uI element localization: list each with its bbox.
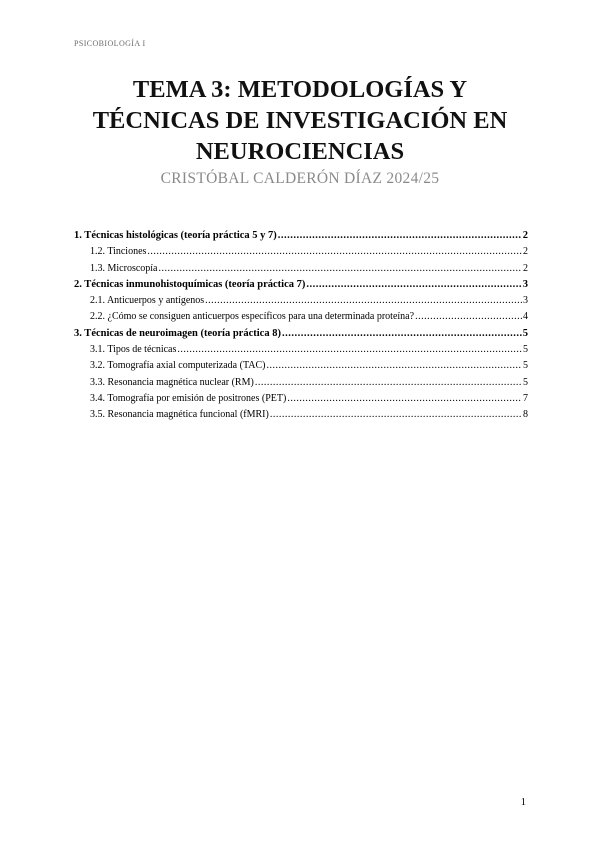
toc-entry[interactable]	[74, 409, 528, 425]
toc-dot-leader	[177, 344, 522, 355]
toc-entry-label: 3.4. Tomografía por emisión de positrones (PET)	[90, 392, 287, 404]
toc-entry-page: 4	[523, 311, 528, 323]
toc-entry-page: 3	[523, 295, 528, 307]
title-line: TÉCNICAS DE INVESTIGACIÓN EN	[92, 107, 508, 134]
toc-dot-leader	[159, 263, 523, 274]
toc-dot-leader	[147, 246, 522, 257]
toc-entry[interactable]	[74, 393, 528, 409]
toc-dot-leader	[306, 279, 521, 290]
toc-entry-page: 8	[523, 409, 528, 421]
toc-entry[interactable]	[74, 246, 528, 262]
toc-entry-page: 2	[523, 262, 528, 274]
toc-entry-label: 1. Técnicas histológicas (teoría práctica 5 y 7)	[74, 230, 277, 241]
toc-entry-label: 2.2. ¿Cómo se consiguen anticuerpos específicos para una determinada proteína?	[90, 311, 415, 323]
toc-dot-leader	[255, 377, 522, 388]
toc-dot-leader	[270, 409, 522, 420]
toc-entry-label: 1.2. Tinciones	[90, 246, 147, 258]
toc-dot-leader	[282, 328, 522, 339]
toc-entry[interactable]	[74, 230, 528, 246]
toc-entry-label: 3.1. Tipos de técnicas	[90, 344, 177, 356]
toc-entry-label: 3.2. Tomografía axial computerizada (TAC)	[90, 360, 266, 372]
toc-dot-leader	[205, 295, 522, 306]
toc-dot-leader	[266, 360, 522, 371]
toc-entry-page: 5	[523, 344, 528, 356]
toc-entry-page: 5	[523, 376, 528, 388]
toc-entry-page: 3	[522, 278, 528, 290]
toc-entry-page: 7	[523, 392, 528, 404]
toc-entry[interactable]	[74, 311, 528, 327]
running-header: PSICOBIOLOGÍA I	[74, 39, 146, 48]
toc-entry[interactable]	[74, 279, 528, 295]
toc-entry-label: 2.1. Anticuerpos y antígenos	[90, 295, 205, 307]
toc-entry-page: 5	[522, 327, 528, 339]
toc-entry[interactable]	[74, 360, 528, 376]
author-line: CRISTÓBAL CALDERÓN DÍAZ 2024/25	[160, 170, 440, 187]
toc-dot-leader	[287, 393, 522, 404]
toc-entry-page: 5	[523, 360, 528, 372]
toc-entry[interactable]	[74, 263, 528, 279]
table-of-contents	[74, 230, 528, 426]
toc-entry[interactable]	[74, 328, 528, 344]
title-line: NEUROCIENCIAS	[195, 138, 405, 165]
toc-dot-leader	[415, 311, 522, 322]
toc-entry-label: 3.3. Resonancia magnética nuclear (RM)	[90, 376, 254, 388]
toc-entry[interactable]	[74, 344, 528, 360]
toc-entry[interactable]	[74, 377, 528, 393]
toc-entry-page: 2	[522, 230, 528, 241]
toc-entry-label: 3. Técnicas de neuroimagen (teoría práctica 8)	[74, 327, 281, 339]
toc-entry-label: 2. Técnicas inmunohistoquímicas (teoría práctica 7)	[74, 278, 306, 290]
toc-entry-label: 1.3. Microscopía	[90, 262, 158, 274]
page-number: 1	[520, 797, 526, 808]
toc-dot-leader	[278, 230, 522, 241]
toc-entry-page: 2	[523, 246, 528, 258]
toc-entry[interactable]	[74, 295, 528, 311]
title-line: TEMA 3: METODOLOGÍAS Y	[132, 76, 468, 103]
document-title	[0, 74, 600, 167]
toc-entry-label: 3.5. Resonancia magnética funcional (fMRI)	[90, 409, 269, 421]
